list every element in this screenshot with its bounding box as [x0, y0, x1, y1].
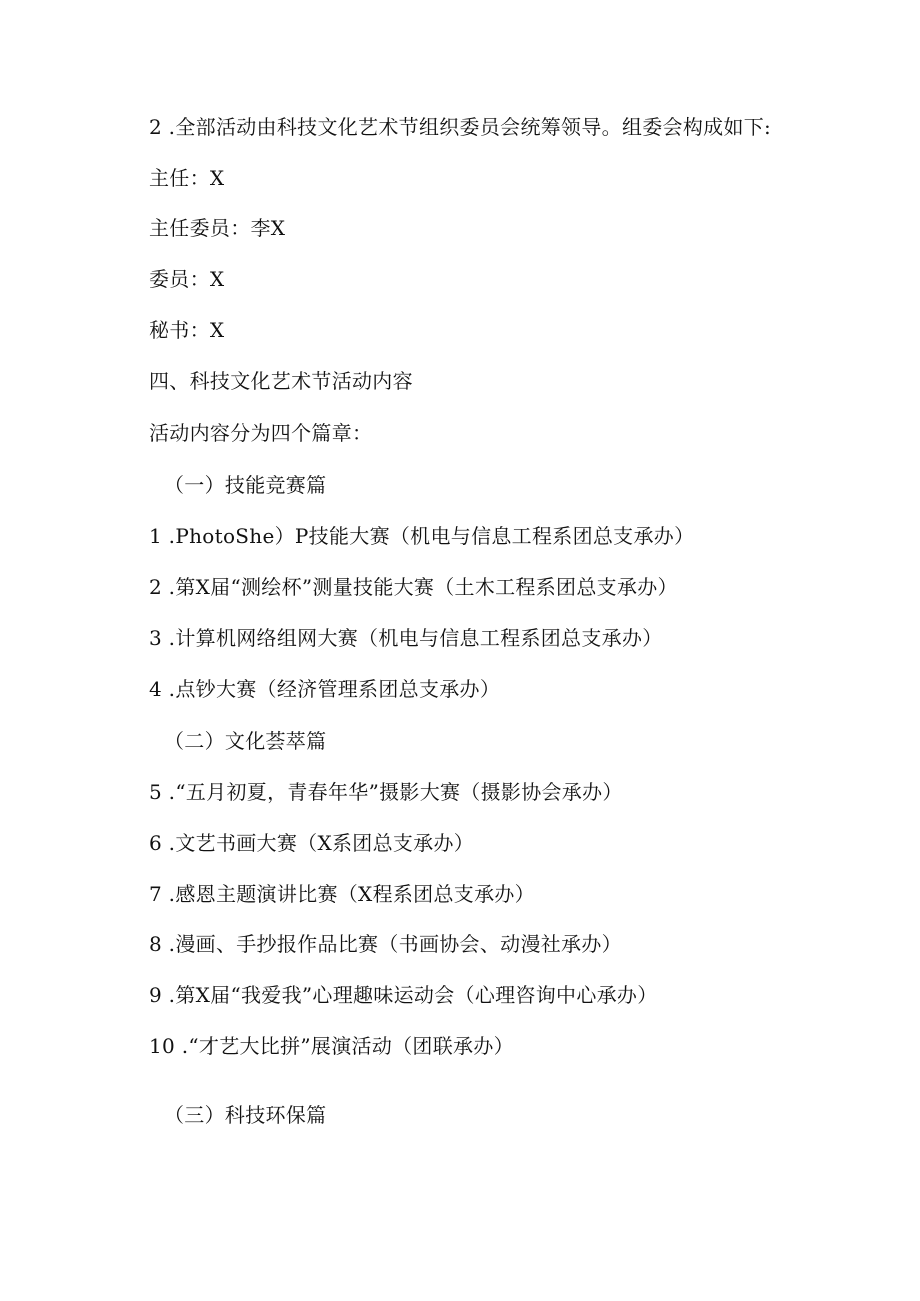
section-heading-activities: 四、科技文化艺术节活动内容 [149, 369, 413, 393]
secretary-line: 秘书：X [149, 318, 225, 342]
list-item-9: 9 .第X届“我爱我”心理趣味运动会（心理咨询中心承办） [149, 983, 658, 1007]
chapter-heading-culture: （二）文化荟萃篇 [164, 729, 327, 753]
list-item-8: 8 .漫画、手抄报作品比赛（书画协会、动漫社承办） [149, 932, 622, 956]
list-item-6: 6 .文艺书画大赛（X系团总支承办） [149, 831, 475, 855]
chapter-heading-skills: （一）技能竞赛篇 [164, 473, 327, 497]
director-line: 主任：X [149, 166, 225, 190]
member-line: 委员：X [149, 267, 225, 291]
list-item-4: 4 .点钞大赛（经济管理系团总支承办） [149, 677, 501, 701]
paragraph-organizing-committee: 2 .全部活动由科技文化艺术节组织委员会统筹领导。组委会构成如下: [149, 115, 772, 139]
director-member-line: 主任委员：李X [149, 216, 286, 240]
list-item-3: 3 .计算机网络组网大赛（机电与信息工程系团总支承办） [149, 626, 663, 650]
list-item-7: 7 .感恩主题演讲比赛（X程系团总支承办） [149, 882, 535, 906]
list-item-10: 10 .“才艺大比拼”展演活动（团联承办） [149, 1034, 514, 1058]
list-item-2: 2 .第X届“测绘杯”测量技能大赛（土木工程系团总支承办） [149, 575, 678, 599]
list-item-1: 1 .PhotoShe）P技能大赛（机电与信息工程系团总支承办） [149, 524, 695, 548]
chapter-heading-technology: （三）科技环保篇 [164, 1103, 327, 1127]
list-item-5: 5 .“五月初夏，青春年华”摄影大赛（摄影协会承办） [149, 780, 623, 804]
activities-intro: 活动内容分为四个篇章： [149, 421, 373, 445]
